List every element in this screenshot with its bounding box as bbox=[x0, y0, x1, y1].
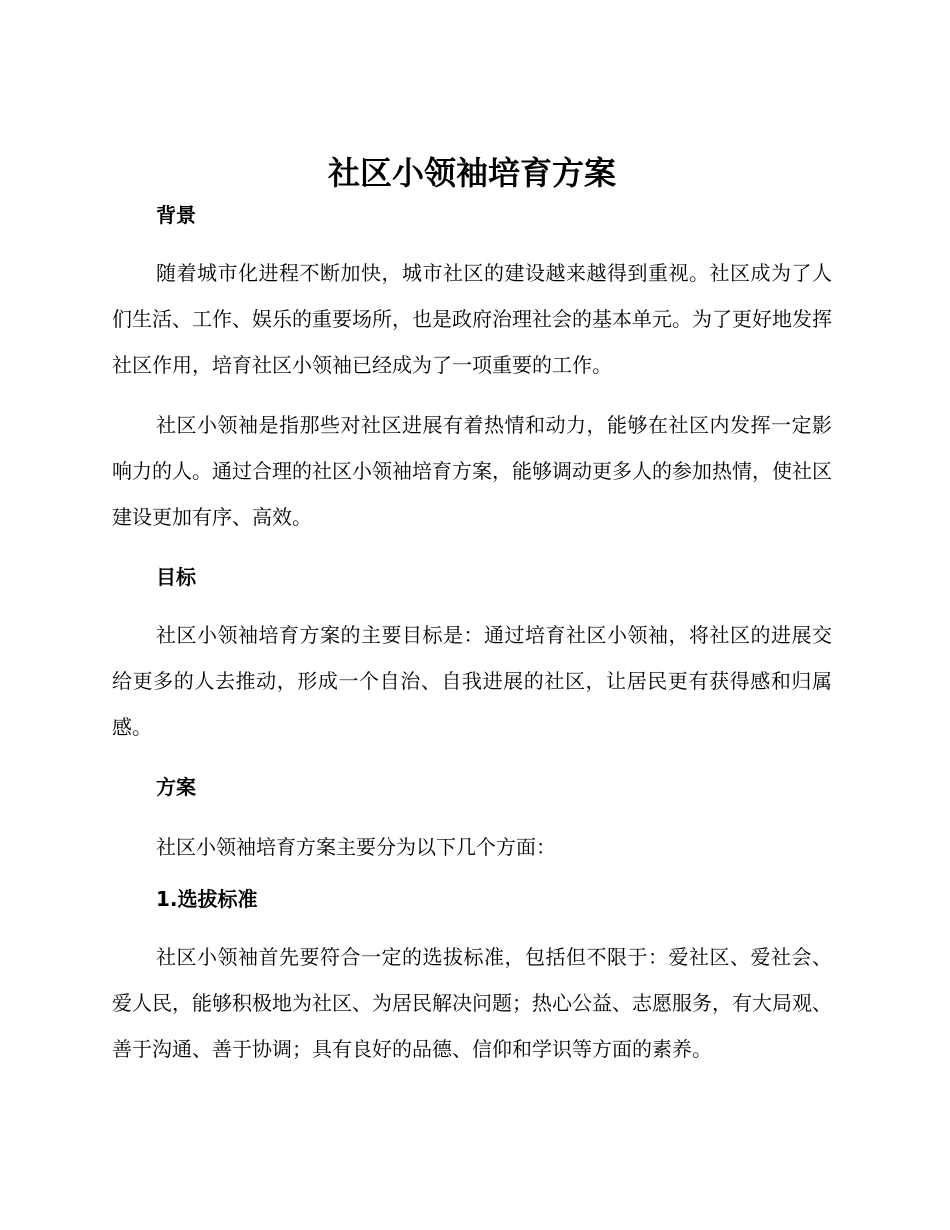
subsection-heading-selection: 1.选拔标准 bbox=[156, 887, 258, 911]
background-paragraph-1: 随着城市化进程不断加快，城市社区的建设越来越得到重视。社区成为了人们生活、工作、娱乐的重要场所，也是政府治理社会的基本单元。为了更好地发挥社区作用，培育社区小领袖已经成为了一项重要的工作。 bbox=[112, 261, 832, 377]
document-title: 社区小领袖培育方案 bbox=[327, 154, 616, 192]
plan-intro-paragraph: 社区小领袖培育方案主要分为以下几个方面： bbox=[156, 835, 556, 859]
background-paragraph-2: 社区小领袖是指那些对社区进展有着热情和动力，能够在社区内发挥一定影响力的人。通过合理的社区小领袖培育方案，能够调动更多人的参加热情，使社区建设更加有序、高效。 bbox=[112, 413, 832, 529]
section-heading-goal: 目标 bbox=[156, 565, 196, 589]
selection-paragraph: 社区小领袖首先要符合一定的选拔标准，包括但不限于：爱社区、爱社会、爱人民，能够积极地为社区、为居民解决问题；热心公益、志愿服务，有大局观、善于沟通、善于协调；具有良好的品德、信仰和学识等方面的素养。 bbox=[112, 945, 832, 1061]
goal-paragraph: 社区小领袖培育方案的主要目标是：通过培育社区小领袖，将社区的进展交给更多的人去推动，形成一个自治、自我进展的社区，让居民更有获得感和归属感。 bbox=[112, 623, 832, 739]
section-heading-background: 背景 bbox=[156, 203, 196, 227]
section-heading-plan: 方案 bbox=[156, 775, 196, 799]
